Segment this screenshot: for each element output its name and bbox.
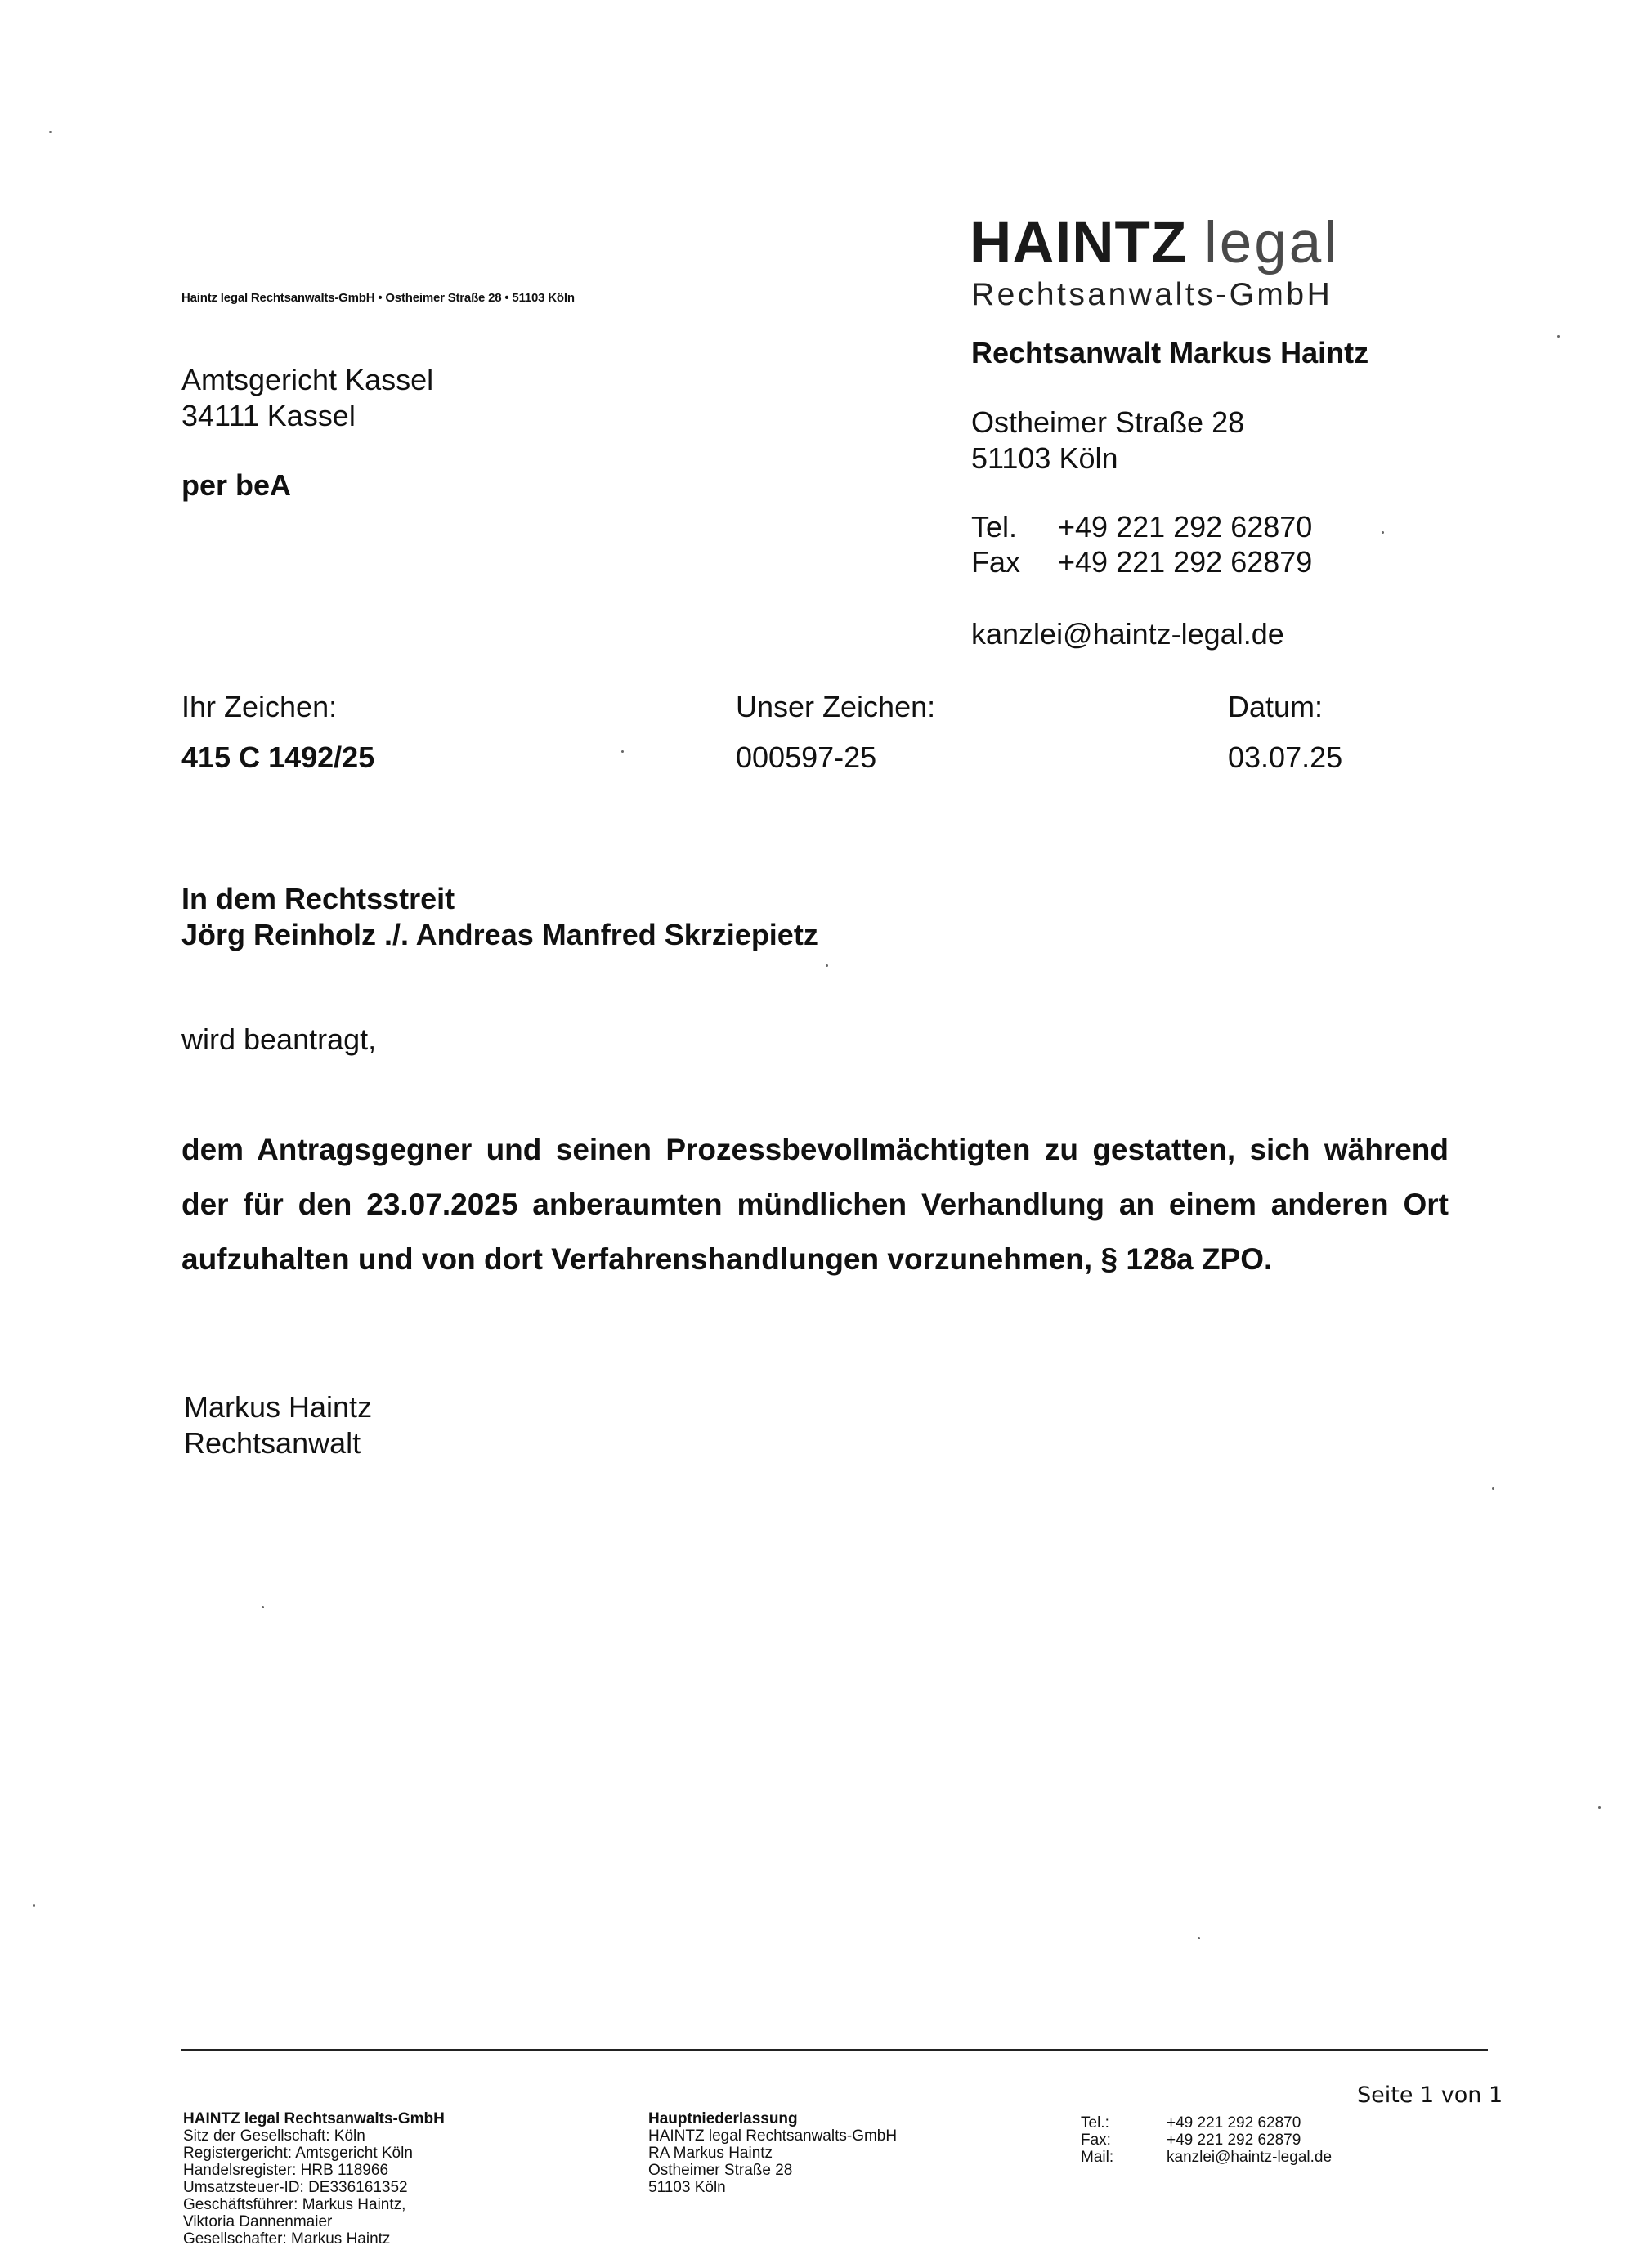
footer-office-heading: Hauptniederlassung (648, 2110, 798, 2127)
scan-speck (33, 1904, 35, 1907)
footer-divider (181, 2049, 1488, 2051)
footer-company-line: Handelsregister: HRB 118966 (183, 2162, 389, 2179)
your-ref-label: Ihr Zeichen: (181, 690, 338, 723)
footer-company-line: Umsatzsteuer-ID: DE336161352 (183, 2179, 408, 2196)
date-label: Datum: (1228, 690, 1324, 723)
footer-company-line: Gesellschafter: Markus Haintz (183, 2230, 391, 2248)
recipient-name: Amtsgericht Kassel (181, 363, 434, 396)
scan-speck (621, 750, 624, 753)
footer-fax-label: Fax: (1081, 2132, 1111, 2149)
firm-email: kanzlei@haintz-legal.de (971, 617, 1284, 651)
your-ref-value: 415 C 1492/25 (181, 740, 375, 774)
footer-mail-label: Mail: (1081, 2149, 1114, 2166)
footer-company-info (183, 2110, 445, 2248)
footer-office-line: HAINTZ legal Rechtsanwalts-GmbH (648, 2127, 898, 2145)
footer-company-line: Viktoria Dannenmaier (183, 2213, 333, 2230)
firm-logo (970, 211, 1339, 276)
fax-row (971, 544, 1312, 580)
date-value: 03.07.25 (1228, 740, 1343, 774)
signature-title: Rechtsanwalt (184, 1426, 361, 1460)
recipient-address (181, 362, 433, 434)
scan-speck (49, 131, 52, 133)
scan-speck (1198, 1937, 1200, 1939)
logo-subtitle: Rechtsanwalts-GmbH (971, 277, 1333, 312)
delivery-method: per beA (181, 468, 292, 502)
body-intro: wird beantragt, (181, 1022, 377, 1056)
logo-name-light: legal (1204, 211, 1340, 275)
signature-block (184, 1389, 372, 1461)
our-ref-label: Unser Zeichen: (736, 690, 936, 723)
footer-contact-values (1167, 2114, 1332, 2166)
phone-number: +49 221 292 62870 (1058, 510, 1313, 544)
fax-number: +49 221 292 62879 (1058, 545, 1313, 579)
footer-office-line: Ostheimer Straße 28 (648, 2162, 793, 2179)
footer-tel-label: Tel.: (1081, 2114, 1109, 2132)
sender-return-address: Haintz legal Rechtsanwalts-GmbH • Ostheimer Straße 28 • 51103 Köln (181, 291, 575, 305)
footer-office-line: RA Markus Haintz (648, 2145, 773, 2162)
firm-city: 51103 Köln (971, 441, 1118, 475)
logo-name-bold: HAINTZ (970, 211, 1188, 275)
recipient-city: 34111 Kassel (181, 399, 356, 432)
scan-speck (826, 964, 828, 967)
footer-office-line: 51103 Köln (648, 2179, 726, 2196)
footer-tel-value: +49 221 292 62870 (1167, 2114, 1301, 2132)
footer-company-line: Sitz der Gesellschaft: Köln (183, 2127, 365, 2145)
lawyer-name: Rechtsanwalt Markus Haintz (971, 336, 1369, 369)
signature-name: Markus Haintz (184, 1390, 373, 1424)
scan-speck (1557, 335, 1560, 338)
firm-address (971, 405, 1244, 476)
footer-company-line: Geschäftsführer: Markus Haintz, (183, 2196, 406, 2213)
phone-label: Tel. (971, 510, 1018, 544)
page-number: Seite 1 von 1 (1357, 2082, 1503, 2108)
footer-fax-value: +49 221 292 62879 (1167, 2132, 1301, 2149)
scan-speck (1382, 531, 1384, 534)
subject-line-1: In dem Rechtsstreit (181, 882, 455, 915)
footer-mail-value: kanzlei@haintz-legal.de (1167, 2149, 1333, 2166)
subject-parties: Jörg Reinholz ./. Andreas Manfred Skrziepietz (181, 918, 818, 951)
footer-contact-labels (1081, 2114, 1113, 2166)
footer-office-info (648, 2110, 897, 2196)
footer-company-heading: HAINTZ legal Rechtsanwalts-GmbH (183, 2110, 445, 2127)
case-subject (181, 881, 818, 953)
motion-request: dem Antragsgegner und seinen Prozessbevollmächtigten zu gestatten, sich während der für den 23.07.2025 anberaumten mündlichen Verhandlung an einem anderen Ort aufzuhalten und von dort Verfahrenshandlungen vorzunehmen, § 128a ZPO. (181, 1133, 1449, 1276)
our-ref-value: 000597-25 (736, 740, 877, 774)
scan-speck (1492, 1487, 1494, 1490)
firm-street: Ostheimer Straße 28 (971, 405, 1245, 439)
scan-speck (1598, 1806, 1601, 1809)
phone-row (971, 509, 1312, 545)
scan-speck (262, 1606, 264, 1608)
fax-label: Fax (971, 545, 1021, 579)
footer-company-line: Registergericht: Amtsgericht Köln (183, 2145, 413, 2162)
